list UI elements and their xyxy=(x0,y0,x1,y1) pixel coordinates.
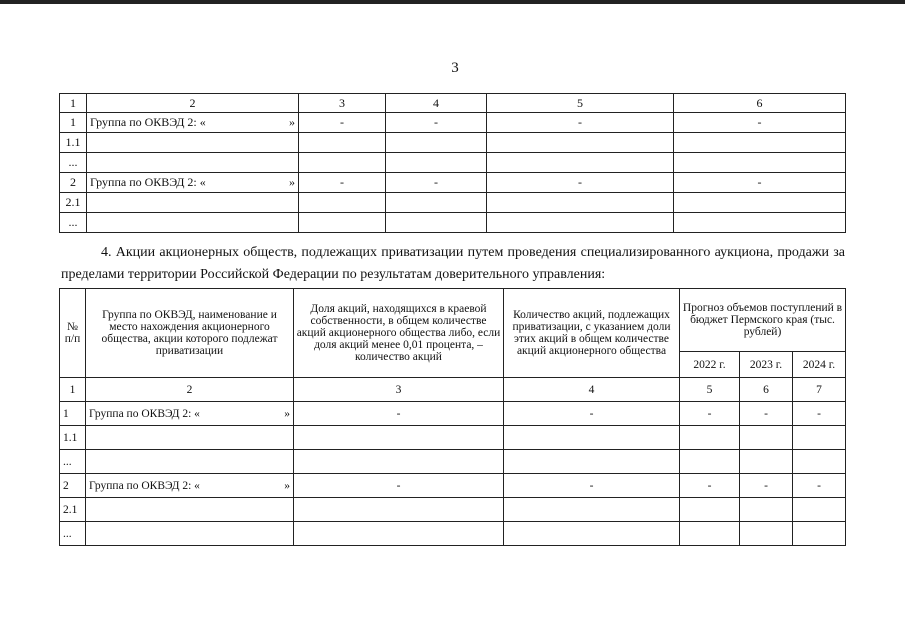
group-close-quote: » xyxy=(284,479,290,492)
row-number: 2 xyxy=(60,173,87,193)
table-row xyxy=(60,450,846,474)
row-number: 2.1 xyxy=(60,193,87,213)
cell xyxy=(87,213,299,233)
table-row xyxy=(60,522,846,546)
page-number: 3 xyxy=(451,60,459,76)
cell xyxy=(793,522,846,546)
header-cell: 2 xyxy=(87,94,299,113)
group-close-quote: » xyxy=(289,175,295,189)
table-row xyxy=(60,426,846,450)
cell xyxy=(86,522,294,546)
header-cell: 5 xyxy=(487,94,674,113)
cell xyxy=(299,153,386,173)
cell xyxy=(294,498,504,522)
cell: - xyxy=(386,113,487,133)
cell xyxy=(504,498,680,522)
table-row xyxy=(60,113,846,133)
row-number: ... xyxy=(60,213,87,233)
cell xyxy=(87,153,299,173)
cell xyxy=(674,193,846,213)
cell xyxy=(504,450,680,474)
cell xyxy=(299,213,386,233)
cell xyxy=(504,522,680,546)
cell xyxy=(674,133,846,153)
group-cell xyxy=(87,173,299,193)
cell xyxy=(487,133,674,153)
cell xyxy=(680,522,740,546)
header-cell: 4 xyxy=(386,94,487,113)
group-label: Группа по ОКВЭД 2: « xyxy=(90,115,206,129)
row-number: 1.1 xyxy=(60,426,86,450)
cell: - xyxy=(299,113,386,133)
table-row xyxy=(60,213,846,233)
cell: - xyxy=(294,402,504,426)
header-num: № п/п xyxy=(60,289,86,378)
cell xyxy=(674,213,846,233)
table-row xyxy=(60,498,846,522)
row-number: 2 xyxy=(60,474,86,498)
group-label: Группа по ОКВЭД 2: « xyxy=(90,175,206,189)
table-row xyxy=(60,173,846,193)
cell: - xyxy=(504,474,680,498)
cell xyxy=(87,133,299,153)
header-cell: 1 xyxy=(60,94,87,113)
numbering-cell: 1 xyxy=(60,378,86,402)
header-cell: 3 xyxy=(299,94,386,113)
cell: - xyxy=(386,173,487,193)
cell xyxy=(487,193,674,213)
cell: - xyxy=(793,474,846,498)
table-row xyxy=(60,193,846,213)
table-section-4 xyxy=(59,288,846,546)
header-forecast: Прогноз объемов поступлений в бюджет Пермского края (тыс. рублей) xyxy=(680,289,846,352)
section-4-text: 4. Акции акционерных обществ, подлежащих приватизации путем проведения специализированного аукциона, продажи за пределами территории Российской Федерации по результатам доверительного управления: xyxy=(61,245,845,282)
cell xyxy=(294,522,504,546)
cell: - xyxy=(504,402,680,426)
cell xyxy=(504,426,680,450)
header-cell: 6 xyxy=(674,94,846,113)
cell xyxy=(86,498,294,522)
cell xyxy=(740,522,793,546)
numbering-cell: 3 xyxy=(294,378,504,402)
header-quantity: Количество акций, подлежащих приватизации, с указанием доли этих акций в общем количестве акций акционерного общества xyxy=(504,289,680,378)
cell xyxy=(740,450,793,474)
table-row xyxy=(60,153,846,173)
row-number: ... xyxy=(60,522,86,546)
cell xyxy=(740,426,793,450)
cell: - xyxy=(487,113,674,133)
cell xyxy=(386,153,487,173)
cell: - xyxy=(793,402,846,426)
cell: - xyxy=(299,173,386,193)
table-header-row xyxy=(60,94,846,113)
group-close-quote: » xyxy=(284,407,290,420)
group-close-quote: » xyxy=(289,115,295,129)
header-share: Доля акций, находящихся в краевой собственности, в общем количестве акций акционерного общества либо, если доля акций менее 0,01 процента, – количество акций xyxy=(294,289,504,378)
row-number: 1.1 xyxy=(60,133,87,153)
header-year: 2024 г. xyxy=(793,352,846,378)
group-cell xyxy=(87,113,299,133)
numbering-cell: 4 xyxy=(504,378,680,402)
cell xyxy=(386,133,487,153)
numbering-cell: 2 xyxy=(86,378,294,402)
cell: - xyxy=(294,474,504,498)
cell xyxy=(386,213,487,233)
header-group: Группа по ОКВЭД, наименование и место нахождения акционерного общества, акции которого подлежат приватизации xyxy=(86,289,294,378)
cell xyxy=(86,426,294,450)
header-year: 2023 г. xyxy=(740,352,793,378)
cell: - xyxy=(740,402,793,426)
cell xyxy=(86,450,294,474)
table-row xyxy=(60,133,846,153)
cell xyxy=(299,193,386,213)
numbering-cell: 6 xyxy=(740,378,793,402)
cell: - xyxy=(674,113,846,133)
cell xyxy=(680,498,740,522)
cell xyxy=(294,426,504,450)
cell xyxy=(299,133,386,153)
table-numbering-row xyxy=(60,378,846,402)
group-label: Группа по ОКВЭД 2: « xyxy=(89,479,200,492)
cell xyxy=(793,498,846,522)
cell xyxy=(87,193,299,213)
row-number: 2.1 xyxy=(60,498,86,522)
numbering-cell: 5 xyxy=(680,378,740,402)
group-cell xyxy=(86,402,294,426)
row-number: 1 xyxy=(60,113,87,133)
table-header-row xyxy=(60,289,846,352)
cell: - xyxy=(680,402,740,426)
table-continuation xyxy=(59,93,846,233)
top-border-line xyxy=(0,0,905,4)
cell: - xyxy=(740,474,793,498)
section-4-paragraph xyxy=(61,242,845,286)
cell xyxy=(386,193,487,213)
cell xyxy=(680,426,740,450)
row-number: 1 xyxy=(60,402,86,426)
row-number: ... xyxy=(60,450,86,474)
table-row xyxy=(60,474,846,498)
row-number: ... xyxy=(60,153,87,173)
header-year: 2022 г. xyxy=(680,352,740,378)
group-label: Группа по ОКВЭД 2: « xyxy=(89,407,200,420)
numbering-cell: 7 xyxy=(793,378,846,402)
cell xyxy=(294,450,504,474)
cell xyxy=(793,450,846,474)
cell xyxy=(487,213,674,233)
group-cell xyxy=(86,474,294,498)
cell xyxy=(487,153,674,173)
cell xyxy=(674,153,846,173)
cell xyxy=(680,450,740,474)
cell xyxy=(740,498,793,522)
table-row xyxy=(60,402,846,426)
cell: - xyxy=(674,173,846,193)
cell xyxy=(793,426,846,450)
cell: - xyxy=(487,173,674,193)
cell: - xyxy=(680,474,740,498)
